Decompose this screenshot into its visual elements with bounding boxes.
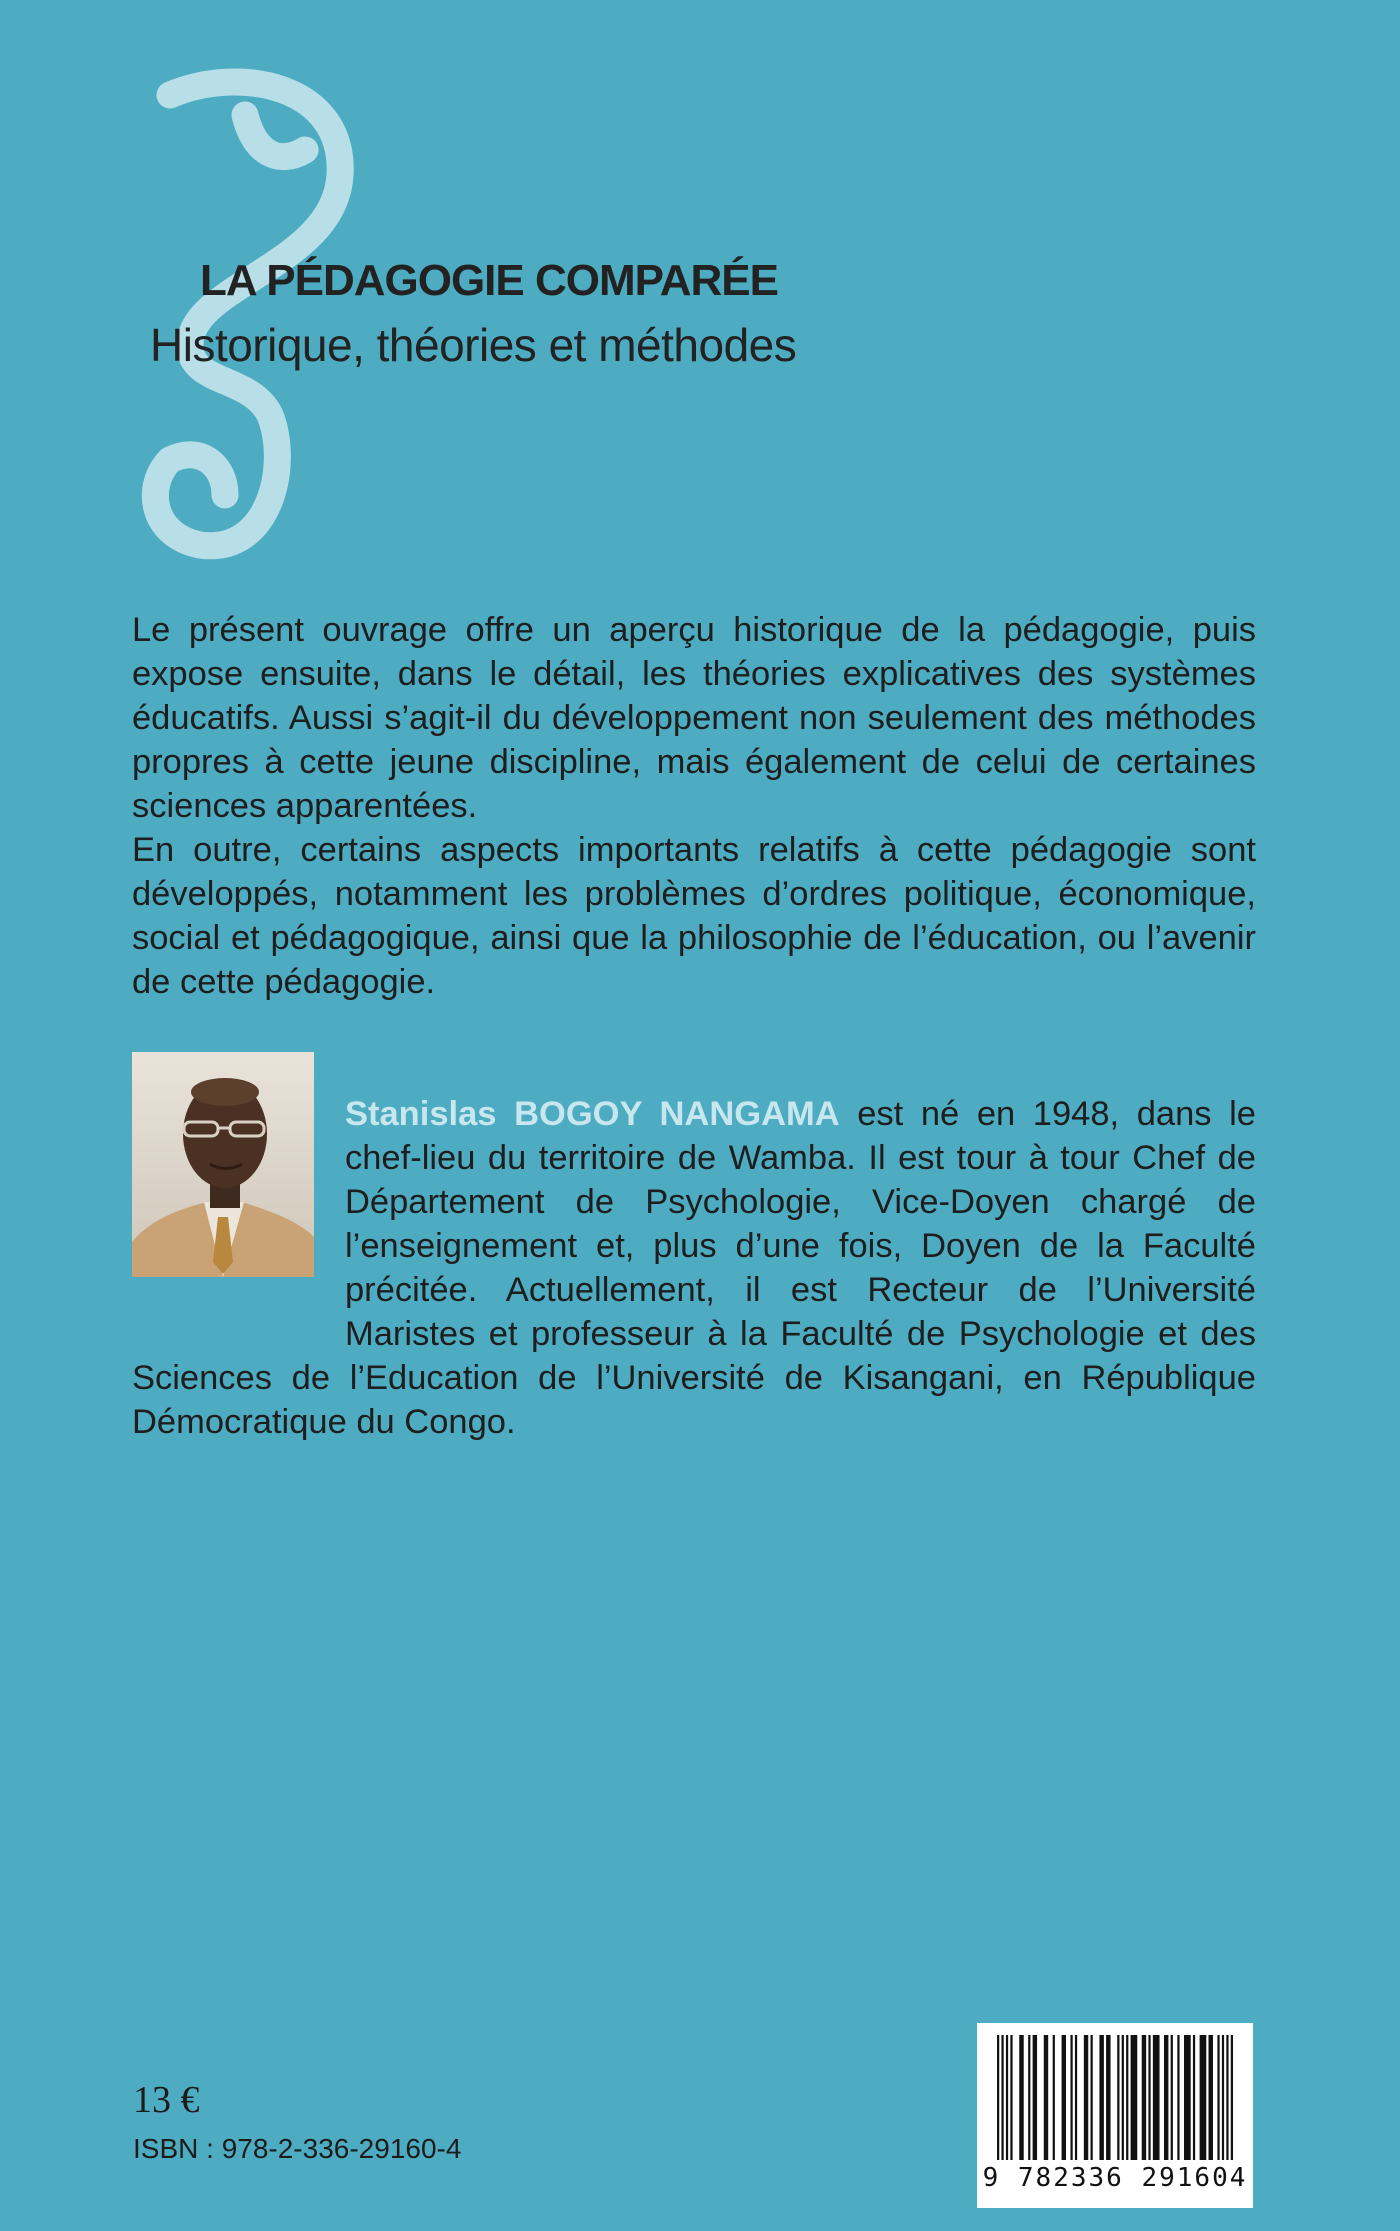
barcode-bar <box>1033 2035 1037 2160</box>
photo-spacer <box>132 1092 345 1316</box>
book-subtitle: Historique, théories et méthodes <box>150 319 797 371</box>
book-summary <box>132 608 1256 1004</box>
barcode-bar <box>1177 2035 1179 2160</box>
barcode-bar <box>1084 2035 1088 2160</box>
barcode-bar <box>1193 2035 1195 2160</box>
barcode-bar <box>1209 2035 1213 2160</box>
book-title: LA PÉDAGOGIE COMPARÉE <box>200 256 778 305</box>
barcode-bar <box>1184 2035 1191 2160</box>
barcode-bar <box>1164 2035 1168 2160</box>
barcode-bar <box>1106 2035 1110 2160</box>
publisher-hook-logo-icon <box>130 55 460 565</box>
summary-paragraph: En outre, certains aspects importants relatifs à cette pédagogie sont développés, notamment les problèmes d’ordres politique, économique, social et pédagogique, ainsi que la philosophie de l’éducation, ou l’avenir de cette pédagogie. <box>132 831 1256 1001</box>
barcode-bar <box>1053 2035 1055 2160</box>
barcode-bar <box>1028 2035 1030 2160</box>
barcode-bar <box>1070 2035 1072 2160</box>
barcode-bar <box>1131 2035 1138 2160</box>
barcode-digits: 9 782336 291604 <box>982 2163 1248 2193</box>
barcode-bar <box>1226 2035 1228 2160</box>
barcode-bar <box>1142 2035 1146 2160</box>
author-bio <box>132 1092 1256 1444</box>
isbn: ISBN : 978-2-336-29160-4 <box>133 2133 462 2164</box>
barcode-bars <box>997 2035 1233 2160</box>
barcode-bar <box>1117 2035 1119 2160</box>
barcode-bar <box>1122 2035 1124 2160</box>
barcode-bar <box>1006 2035 1008 2160</box>
barcode-bar <box>1091 2035 1093 2160</box>
barcode-bar <box>1126 2035 1128 2160</box>
author-bio-text: est né en 1948, dans le chef-lieu du territoire de Wamba. Il est tour à tour Chef de Département de Psychologie, Vice-Doyen chargé de l’enseignement et, plus d’une fois, Doyen de la Faculté précitée. Actuellement, il est Recteur de l’Université Maristes et professeur à la Faculté de Psychologie et des Sciences de l’Education de l’Université de Kisangani, en République Démocratique du Congo. <box>132 1095 1256 1441</box>
barcode-bar <box>1171 2035 1173 2160</box>
barcode-bar <box>1200 2035 1207 2160</box>
barcode <box>977 2023 1253 2208</box>
barcode-bar <box>1044 2035 1048 2160</box>
summary-paragraph: Le présent ouvrage offre un aperçu historique de la pédagogie, puis expose ensuite, dans le détail, les théories explicatives des systèmes éducatifs. Aussi s’agit-il du développement non seulement des méthodes propres à cette jeune discipline, mais également de celui de certaines sciences apparentées. <box>132 611 1256 825</box>
barcode-bar <box>1010 2035 1012 2160</box>
barcode-bar <box>997 2035 999 2160</box>
barcode-bar <box>1217 2035 1219 2160</box>
barcode-bar <box>1231 2035 1233 2160</box>
author-name: Stanislas BOGOY NANGAMA <box>345 1095 840 1133</box>
price: 13 € <box>133 2079 200 2121</box>
barcode-bar <box>1001 2035 1003 2160</box>
barcode-bar <box>1019 2035 1023 2160</box>
barcode-bar <box>1075 2035 1077 2160</box>
barcode-bar <box>1148 2035 1150 2160</box>
barcode-bar <box>1099 2035 1103 2160</box>
barcode-bar <box>1062 2035 1066 2160</box>
barcode-bar <box>1222 2035 1224 2160</box>
barcode-bar <box>1153 2035 1160 2160</box>
